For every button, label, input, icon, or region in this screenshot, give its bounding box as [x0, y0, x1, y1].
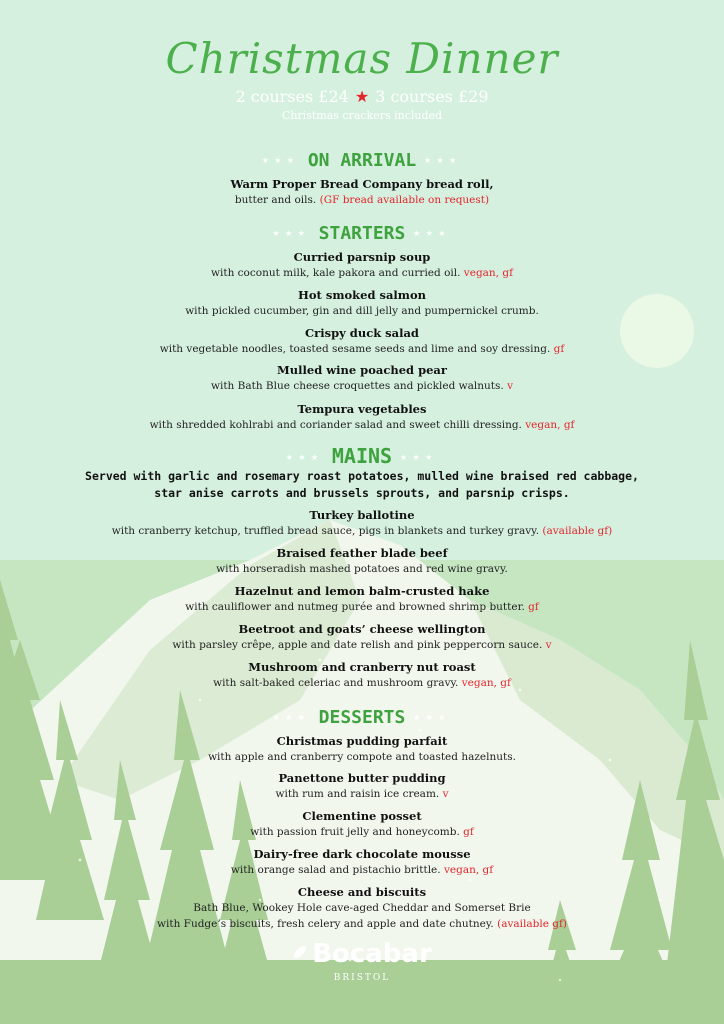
arrival-item	[0, 177, 724, 208]
stars-right-icon: ★★★	[400, 450, 438, 463]
dish-description: with rum and raisin ice cream. v	[275, 788, 449, 800]
dish-description: Bath Blue, Wookey Hole cave-aged Cheddar and Somerset Brie	[193, 902, 531, 914]
mains-sides-note: Served with garlic and rosemary roast potatoes, mulled wine braised red cabbage, star anise carrots and brussels sprouts, and parsnip crisps.	[85, 469, 639, 500]
section-heading-starters: ★★★ STARTERS ★★★	[272, 223, 452, 244]
dish-description: with parsley crêpe, apple and date relish and pink peppercorn sauce. v	[172, 639, 552, 651]
main-item	[0, 508, 724, 539]
dish-name: Christmas pudding parfait	[276, 734, 448, 748]
menu-title: Christmas Dinner	[165, 34, 559, 83]
section-heading-arrival: ★★★ ON ARRIVAL ★★★	[261, 150, 463, 171]
crackers-note: Christmas crackers included	[281, 109, 443, 122]
dish-description: with Fudge’s biscuits, fresh celery and apple and date chutney. (available gf)	[157, 918, 567, 930]
dish-name: Warm Proper Bread Company bread roll,	[230, 177, 494, 191]
dessert-item	[0, 847, 724, 878]
main-item	[0, 622, 724, 653]
stars-left-icon: ★★★	[272, 710, 311, 723]
brand-logo: Bocabar	[0, 938, 724, 970]
dietary-tag: vegan, gf	[461, 677, 511, 689]
leaf-icon	[292, 944, 308, 960]
dietary-tag: gf	[463, 826, 474, 838]
dietary-tag: gf	[528, 601, 539, 613]
dish-description: with shredded kohlrabi and coriander salad and sweet chilli dressing. vegan, gf	[149, 419, 575, 431]
dietary-tag: (available gf)	[497, 918, 567, 930]
dish-name: Beetroot and goats’ cheese wellington	[238, 622, 486, 636]
dietary-tag: (GF bread available on request)	[319, 194, 490, 206]
dietary-tag: (available gf)	[542, 525, 613, 537]
dish-name: Turkey ballotine	[309, 508, 415, 522]
stars-left-icon: ★★★	[272, 226, 311, 239]
price-line	[0, 86, 724, 108]
dietary-tag: vegan, gf	[463, 267, 513, 279]
starter-item	[0, 402, 724, 433]
dish-description: with cranberry ketchup, truffled bread sauce, pigs in blankets and turkey gravy. (available gf)	[111, 525, 613, 537]
section-heading-mains: ★★★ MAINS ★★★	[286, 444, 438, 468]
dish-name: Mulled wine poached pear	[277, 363, 447, 377]
dish-description: with Bath Blue cheese croquettes and pickled walnuts. v	[210, 380, 514, 392]
dish-name: Cheese and biscuits	[297, 885, 427, 899]
starter-item	[0, 250, 724, 281]
dish-name: Braised feather blade beef	[276, 546, 448, 560]
dish-name: Hazelnut and lemon balm-crusted hake	[234, 584, 490, 598]
dessert-item	[0, 771, 724, 802]
dish-description: with horseradish mashed potatoes and red wine gravy.	[216, 563, 508, 575]
cheese-item	[0, 885, 724, 932]
main-item	[0, 660, 724, 691]
dish-description: with cauliflower and nutmeg purée and browned shrimp butter. gf	[185, 601, 539, 613]
dish-name: Tempura vegetables	[297, 402, 427, 416]
dish-description: with orange salad and pistachio brittle. vegan, gf	[230, 864, 494, 876]
stars-right-icon: ★★★	[424, 153, 463, 166]
dietary-tag: vegan, gf	[525, 419, 575, 431]
star-icon: ★	[354, 87, 370, 106]
dietary-tag: v	[442, 788, 449, 800]
price-three-courses: 3 courses £29	[375, 87, 489, 106]
dish-name: Crispy duck salad	[305, 326, 419, 340]
dish-description: with salt-baked celeriac and mushroom gravy. vegan, gf	[213, 677, 511, 689]
dish-name: Clementine posset	[302, 809, 422, 823]
stars-right-icon: ★★★	[413, 710, 452, 723]
dish-name: Hot smoked salmon	[298, 288, 426, 302]
dish-description: with apple and cranberry compote and toasted hazelnuts.	[208, 751, 516, 763]
dish-name: Mushroom and cranberry nut roast	[248, 660, 476, 674]
starter-item	[0, 288, 724, 319]
starter-item	[0, 363, 724, 394]
dessert-item	[0, 809, 724, 840]
stars-left-icon: ★★★	[261, 153, 300, 166]
main-item	[0, 584, 724, 615]
dietary-tag: vegan, gf	[443, 864, 494, 876]
dish-name: Curried parsnip soup	[293, 250, 431, 264]
brand-location: BRISTOL	[333, 973, 391, 983]
dish-description: with vegetable noodles, toasted sesame seeds and lime and soy dressing. gf	[159, 343, 565, 355]
stars-right-icon: ★★★	[413, 226, 452, 239]
dish-name: Dairy-free dark chocolate mousse	[253, 847, 471, 861]
starter-item	[0, 326, 724, 357]
dessert-item	[0, 734, 724, 765]
price-two-courses: 2 courses £24	[235, 87, 349, 106]
dish-description: with passion fruit jelly and honeycomb. gf	[250, 826, 474, 838]
dish-name: Panettone butter pudding	[278, 771, 446, 785]
section-heading-desserts: ★★★ DESSERTS ★★★	[272, 707, 452, 728]
dietary-tag: gf	[553, 343, 565, 355]
dish-description: with pickled cucumber, gin and dill jelly and pumpernickel crumb.	[185, 305, 539, 317]
main-item	[0, 546, 724, 577]
dietary-tag: v	[507, 380, 514, 392]
stars-left-icon: ★★★	[286, 450, 324, 463]
dish-description: butter and oils. (GF bread available on request)	[234, 194, 490, 206]
dish-description: with coconut milk, kale pakora and curried oil. vegan, gf	[211, 267, 513, 279]
dietary-tag: v	[545, 639, 552, 651]
